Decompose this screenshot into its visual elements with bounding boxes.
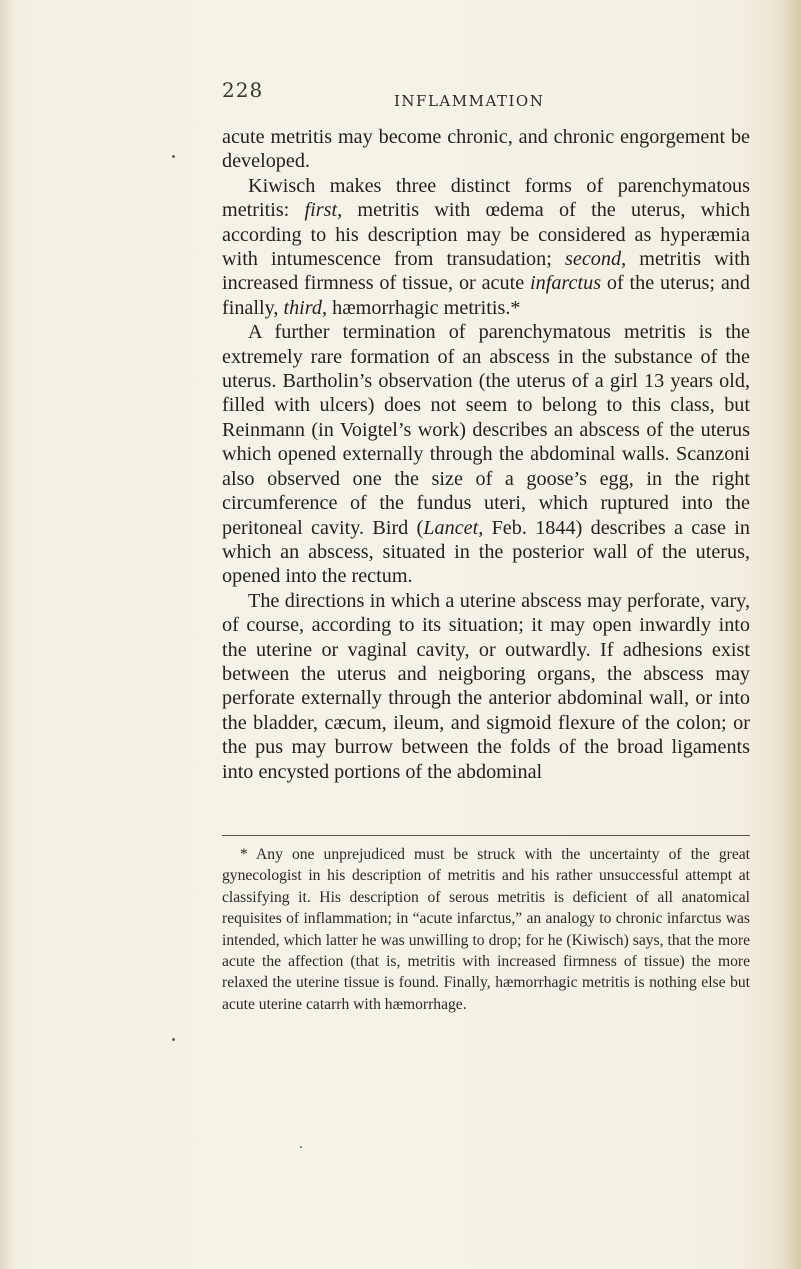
margin-speck	[172, 1038, 175, 1041]
text-run: , metritis with œdema of the uterus, which according to his description may be considered as hyperæmia with intumescence from transudation;	[222, 199, 750, 271]
paragraph	[222, 589, 750, 784]
paragraph	[222, 320, 750, 588]
footnote: * Any one unprejudiced must be struck with the uncertainty of the great gynecologist in his description of metritis and his rather unsuccessful attempt at classifying it. His description of serous metritis is deficient of all anatomical requisites of inflammation; in “acute infarctus,” an analogy to chronic infarctus was intended, which latter he was unwilling to drop; for he (Kiwisch) says, that the more acute the affection (that is, metritis with increased firmness of tissue) the more relaxed the uterine tissue is found. Finally, hæmorrhagic metritis is nothing else but acute uterine catarrh with hæmorrhage.	[222, 846, 750, 1013]
body-text	[222, 125, 750, 784]
italic-run: first	[304, 199, 338, 222]
margin-speck	[300, 1146, 302, 1148]
text-run: A further termination of parenchymatous metritis is the extremely rare formation of an abscess in the substance of the uterus. Bartholin’s observation (the uterus of a girl 13 years old, filled with ulcers) does not seem to belong to this class, but Reinmann (in Voigtel’s work) describes an abscess of the uterus which opened externally through the abdominal walls. Scanzoni also observed one the size of a goose’s egg, in the right circumference of the fundus uteri, which ruptured into the peritoneal cavity. Bird (	[222, 321, 750, 539]
text-run: , metritis with increased firmness of tissue, or acute	[222, 248, 750, 295]
page-number: 228	[222, 78, 264, 102]
italic-run: infarctus	[530, 272, 602, 295]
paragraph	[222, 174, 750, 320]
italic-run: third	[283, 296, 322, 319]
page-gutter-shadow	[0, 0, 14, 1269]
footnote-rule	[222, 835, 750, 836]
text-run: acute metritis may become chronic, and chronic engorgement be developed.	[222, 126, 750, 173]
text-run: The directions in which a uterine abscess may perforate, vary, of course, according to its situation; it may open inwardly into the uterine or vaginal cavity, or outwardly. If adhesions exist between the uterus and neigboring organs, the abscess may perforate externally through the anterior abdominal wall, or into the bladder, cæcum, ileum, and sigmoid flexure of the colon; or the pus may burrow between the folds of the broad ligaments into encysted portions of the abdominal	[222, 589, 750, 783]
page-edge-shadow	[781, 0, 801, 1269]
margin-speck	[172, 155, 175, 158]
text-run: Kiwisch makes three distinct forms of parenchymatous metritis:	[222, 174, 750, 222]
paragraph	[222, 125, 750, 174]
italic-run: Lancet	[423, 516, 479, 539]
running-head: INFLAMMATION	[394, 92, 545, 110]
text-run: , hæmorrhagic metritis.*	[322, 296, 521, 319]
text-run: , Feb. 1844) describes a case in which an abscess, situated in the posterior wall of the uterus, opened into the rectum.	[222, 516, 750, 588]
italic-run: second	[565, 248, 622, 271]
text-run: of the uterus; and finally,	[222, 272, 750, 319]
